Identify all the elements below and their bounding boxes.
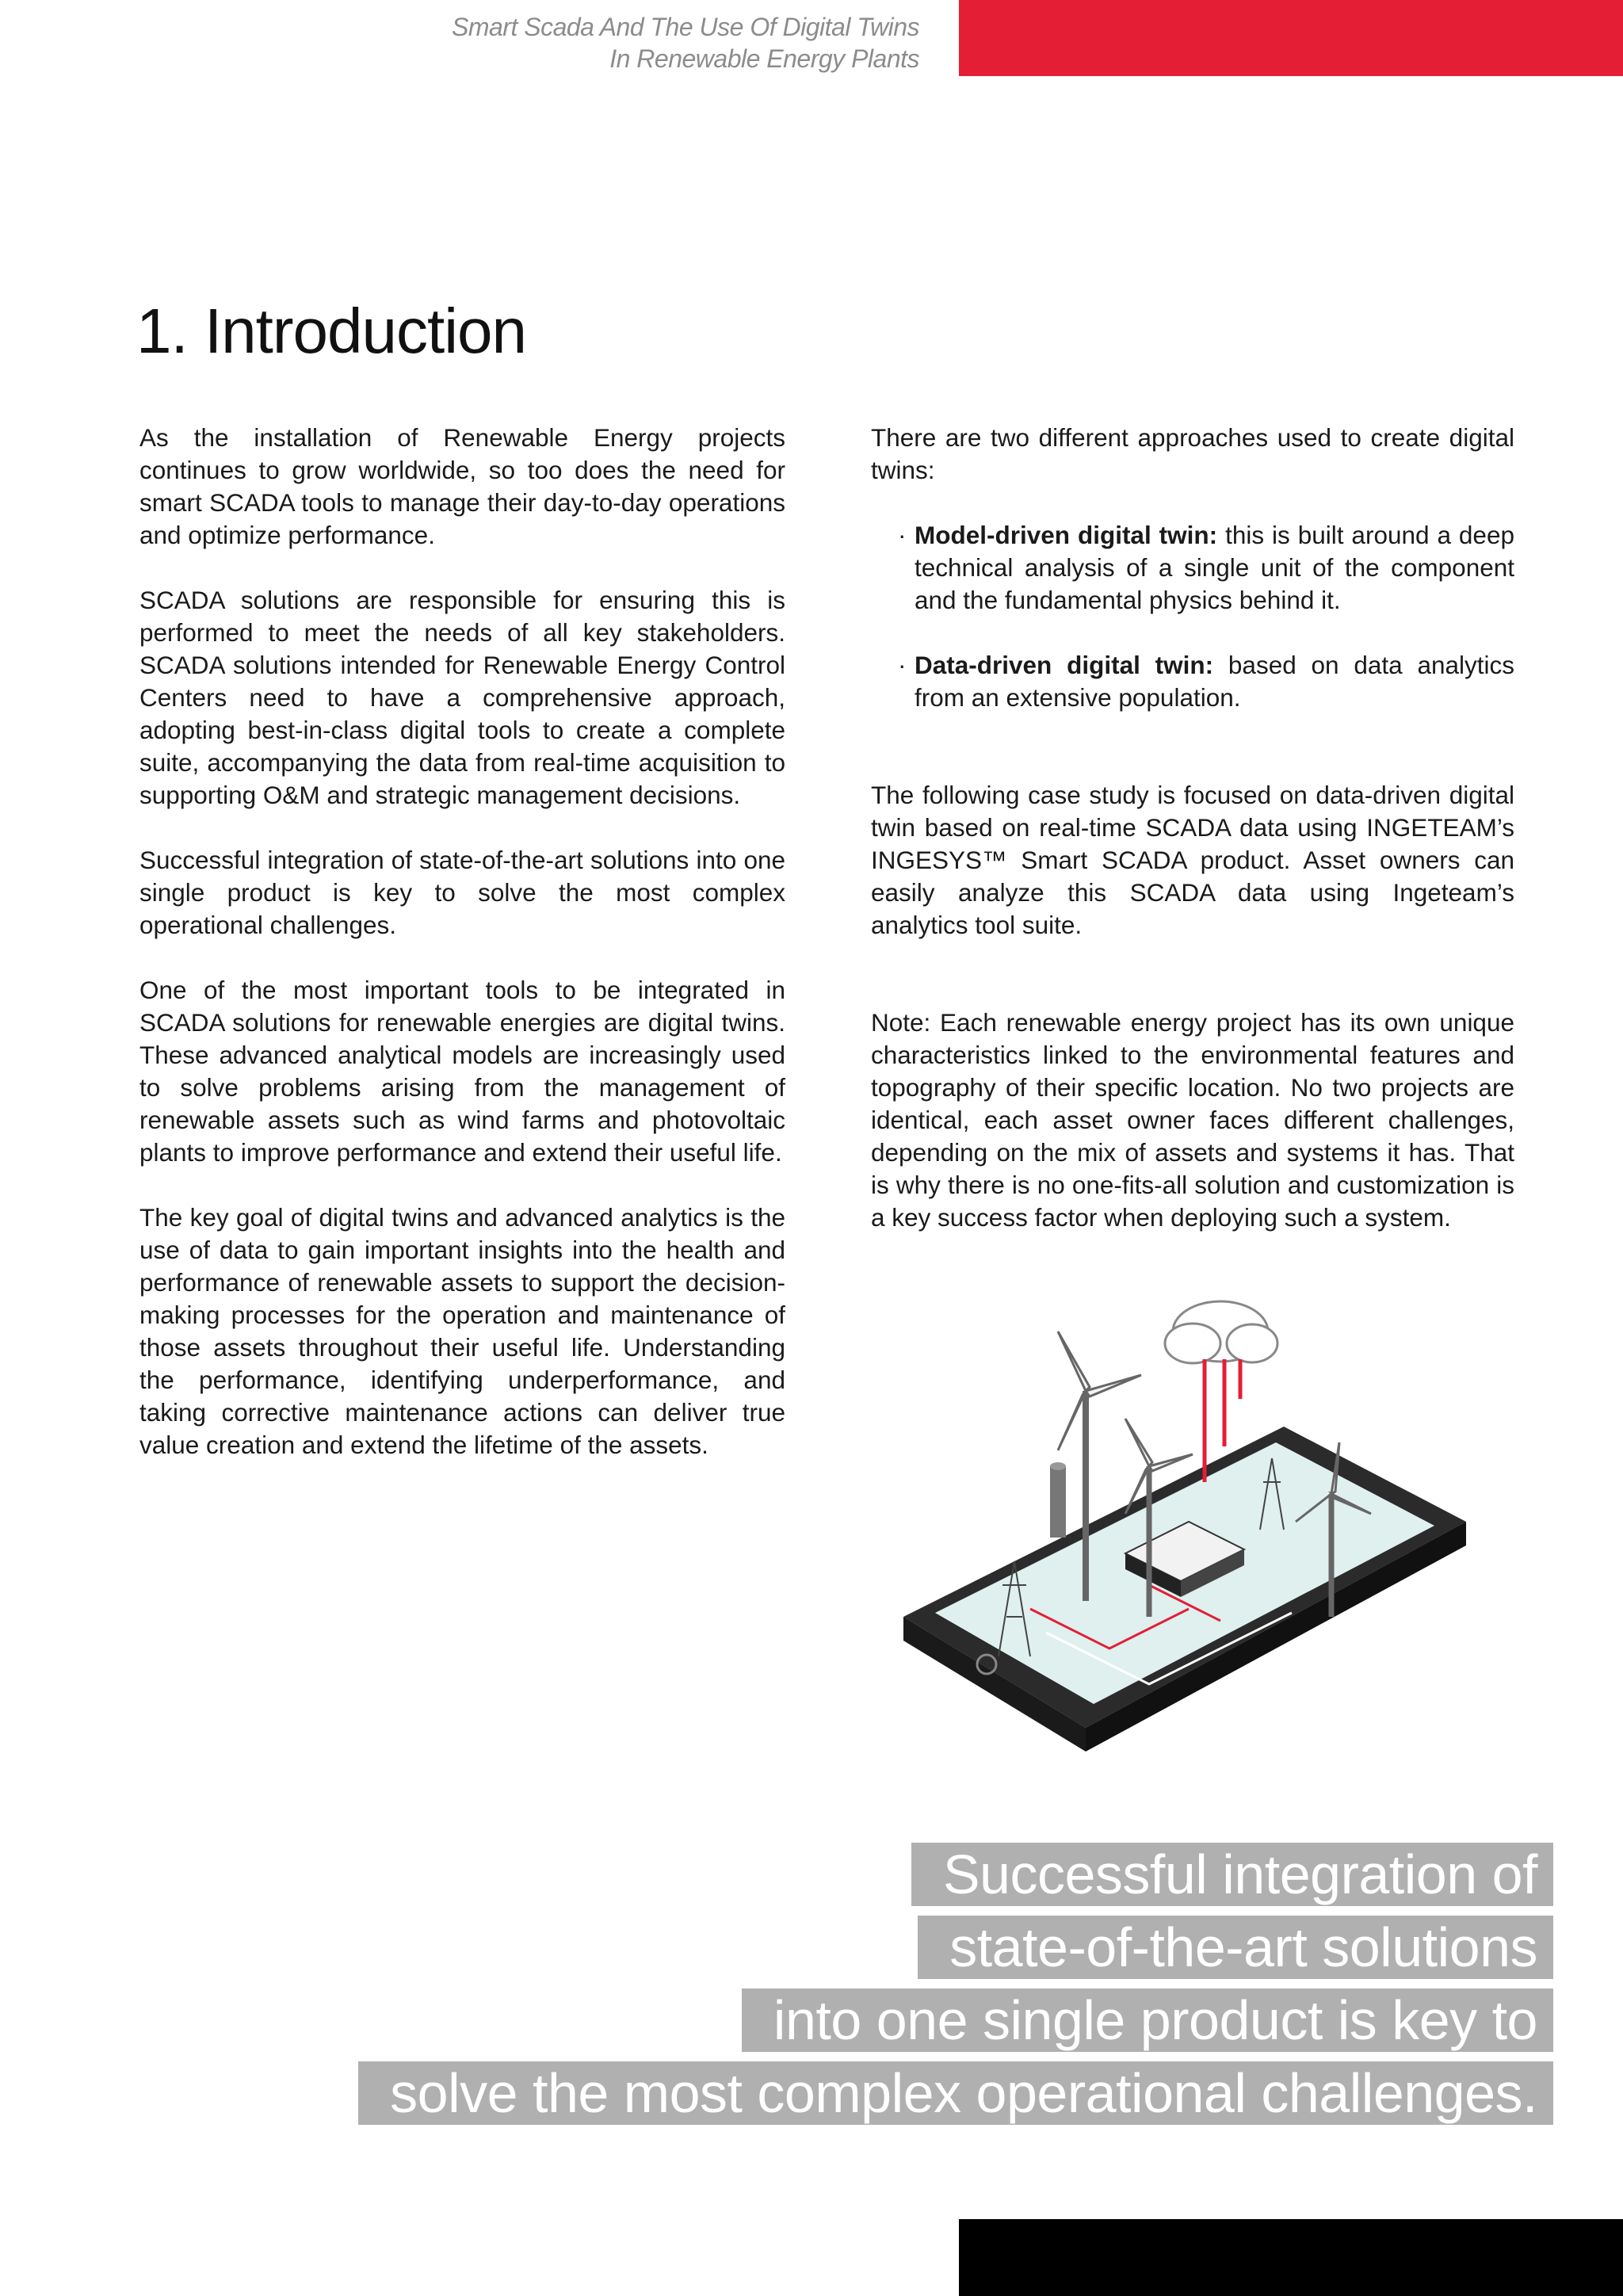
- approach-list: [871, 519, 1514, 714]
- list-item: [871, 519, 1514, 617]
- paragraph: One of the most important tools to be integrated in SCADA solutions for renewable energies are digital twins. These advanced analytical models are increasingly used to solve problems arising from the management of renewable assets such as wind farms and photovoltaic plants to improve performance and extend their useful life.: [139, 976, 785, 1167]
- spacer: [871, 974, 1514, 1007]
- section-title: 1. Introduction: [136, 296, 526, 366]
- paragraph: Successful integration of state-of-the-art solutions into one single product is key to solve the most complex operational challenges.: [139, 846, 785, 939]
- header-accent-bar: [959, 0, 1623, 76]
- note-paragraph: Note: Each renewable energy project has its own unique characteristics linked to the environmental features and topography of their specific location. No two projects are identical, each asset owner faces different challenges, depending on the mix of assets and systems it has. That is why there is no one-fits-all solution and customization is a key success factor when deploying such a system.: [871, 1008, 1514, 1232]
- list-item: [871, 649, 1514, 714]
- spacer: [871, 747, 1514, 779]
- bullet-marker: ·: [898, 521, 907, 549]
- header-title-line2: In Renewable Energy Plants: [609, 44, 919, 73]
- pull-quote: [317, 1843, 1553, 2134]
- paragraph: The following case study is focused on data-driven digital twin based on real-time SCADA data using INGETEAM’s INGESYS™ Smart SCADA product. Asset owners can easily analyze this SCADA data using Ingeteam’s analytics tool suite.: [871, 781, 1514, 939]
- bullet-marker: ·: [898, 651, 907, 679]
- pull-quote-line: into one single product is key to: [742, 1988, 1553, 2052]
- running-header: [317, 11, 919, 74]
- right-column: [871, 422, 1514, 1266]
- bullet-text: this is built around a deep technical analysis of a single unit of the component and the fundamental physics behind it.: [915, 521, 1514, 614]
- bullet-term: Model-driven digital twin:: [915, 521, 1218, 549]
- pull-quote-line: Successful integration of: [911, 1843, 1553, 1906]
- left-column: [139, 422, 785, 1494]
- bullet-text: based on data analytics from an extensive population.: [915, 651, 1514, 712]
- smartphone-wind-farm-illustration: [888, 1284, 1490, 1767]
- paragraph: As the installation of Renewable Energy projects continues to grow worldwide, so too does the need for smart SCADA tools to manage their day-to-day operations and optimize performance.: [139, 423, 785, 549]
- bullet-term: Data-driven digital twin:: [915, 651, 1214, 679]
- pull-quote-line: state-of-the-art solutions: [918, 1916, 1553, 1979]
- paragraph: There are two different approaches used to create digital twins:: [871, 423, 1514, 484]
- paragraph: SCADA solutions are responsible for ensuring this is performed to meet the needs of all key stakeholders. SCADA solutions intended for Renewable Energy Control Centers need to have a comprehensive approach, adopting best-in-class digital tools to create a complete suite, accompanying the data from real-time acquisition to supporting O&M and strategic management decisions.: [139, 586, 785, 809]
- paragraph: The key goal of digital twins and advanced analytics is the use of data to gain important insights into the health and performance of renewable assets to support the decision-making processes for the operation and maintenance of those assets throughout their useful life. Understanding the performance, identifying underperformance, and taking corrective maintenance actions can deliver true value creation and extend the lifetime of the assets.: [139, 1203, 785, 1459]
- footer-bar: [959, 2219, 1623, 2296]
- pull-quote-line: solve the most complex operational challenges.: [358, 2061, 1553, 2125]
- storage-tower-icon: [1050, 1462, 1066, 1538]
- header-title-line1: Smart Scada And The Use Of Digital Twins: [452, 13, 919, 41]
